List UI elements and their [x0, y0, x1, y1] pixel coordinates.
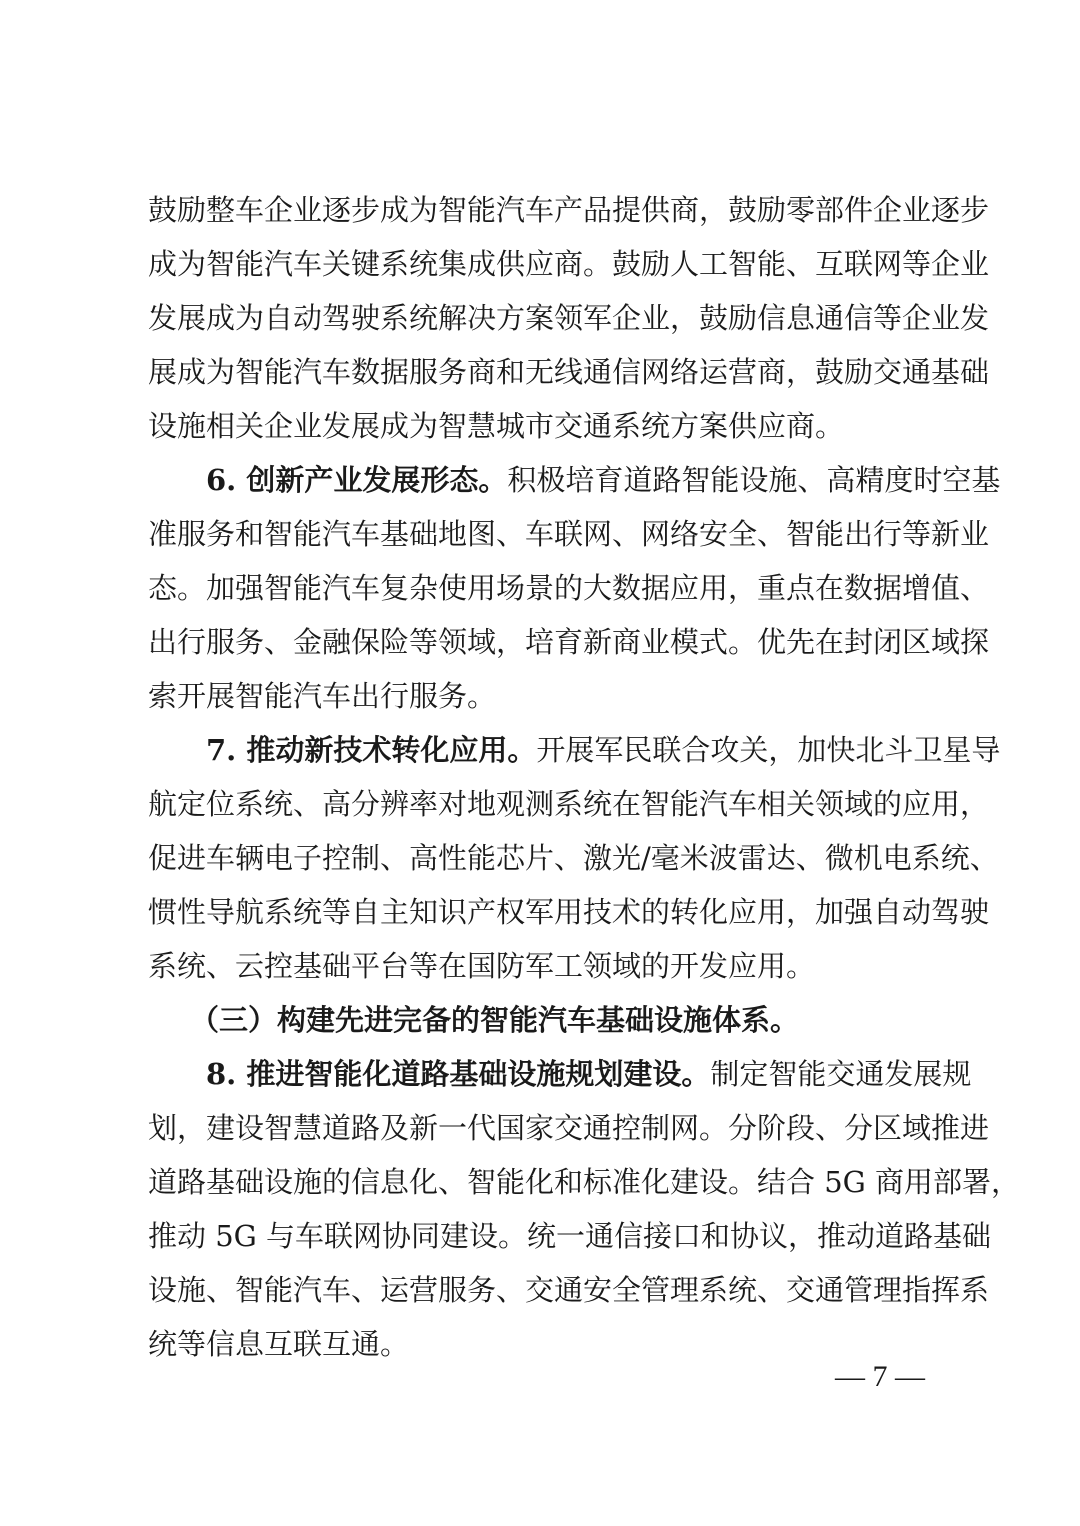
paragraph-3-line-4: 惯性导航系统等自主知识产权军用技术的转化应用，加强自动驾驶 [148, 895, 990, 929]
paragraph-4-heading: 8. 推进智能化道路基础设施规划建设。 [206, 1057, 711, 1091]
paragraph-3-line-1 [206, 723, 1001, 777]
paragraph-2-first-rest: 积极培育道路智能设施、高精度时空基 [507, 463, 1001, 497]
paragraph-4-line-2: 划，建设智慧道路及新一代国家交通控制网。分阶段、分区域推进 [148, 1111, 990, 1145]
paragraph-4-line-3: 道路基础设施的信息化、智能化和标准化建设。结合 5G 商用部署， [148, 1165, 1021, 1199]
paragraph-2-line-1 [206, 453, 1001, 507]
paragraph-3-heading: 7. 推动新技术转化应用。 [206, 733, 537, 767]
paragraph-2-heading: 6. 创新产业发展形态。 [206, 463, 508, 497]
paragraph-2-line-5: 索开展智能汽车出行服务。 [148, 679, 497, 713]
paragraph-1-line-4: 展成为智能汽车数据服务商和无线通信网络运营商，鼓励交通基础 [148, 355, 990, 389]
paragraph-4-line-5: 设施、智能汽车、运营服务、交通安全管理系统、交通管理指挥系 [148, 1273, 990, 1307]
paragraph-1-line-2: 成为智能汽车关键系统集成供应商。鼓励人工智能、互联网等企业 [148, 247, 990, 281]
page-number: — 7 — [835, 1360, 925, 1393]
paragraph-4-first-rest: 制定智能交通发展规 [710, 1057, 972, 1091]
paragraph-2-line-2: 准服务和智能汽车基础地图、车联网、网络安全、智能出行等新业 [148, 517, 990, 551]
paragraph-1-line-3: 发展成为自动驾驶系统解决方案领军企业，鼓励信息通信等企业发 [148, 301, 990, 335]
paragraph-3-first-rest: 开展军民联合攻关，加快北斗卫星导 [536, 733, 1001, 767]
paragraph-2-line-4: 出行服务、金融保险等领域，培育新商业模式。优先在封闭区域探 [148, 625, 990, 659]
paragraph-1-line-5: 设施相关企业发展成为智慧城市交通系统方案供应商。 [148, 409, 845, 443]
paragraph-4-line-4: 推动 5G 与车联网协同建设。统一通信接口和协议，推动道路基础 [148, 1219, 992, 1253]
paragraph-4-line-1 [206, 1047, 972, 1101]
section-heading: （三）构建先进完备的智能汽车基础设施体系。 [190, 1003, 800, 1037]
paragraph-3-line-5: 系统、云控基础平台等在国防军工领域的开发应用。 [148, 949, 816, 983]
paragraph-3-line-2: 航定位系统、高分辨率对地观测系统在智能汽车相关领域的应用， [148, 787, 990, 821]
paragraph-1-line-1: 鼓励整车企业逐步成为智能汽车产品提供商，鼓励零部件企业逐步 [148, 193, 990, 227]
paragraph-2-line-3: 态。加强智能汽车复杂使用场景的大数据应用，重点在数据增值、 [148, 571, 990, 605]
paragraph-4-line-6: 统等信息互联互通。 [148, 1327, 410, 1361]
paragraph-3-line-3: 促进车辆电子控制、高性能芯片、激光/毫米波雷达、微机电系统、 [148, 841, 999, 875]
